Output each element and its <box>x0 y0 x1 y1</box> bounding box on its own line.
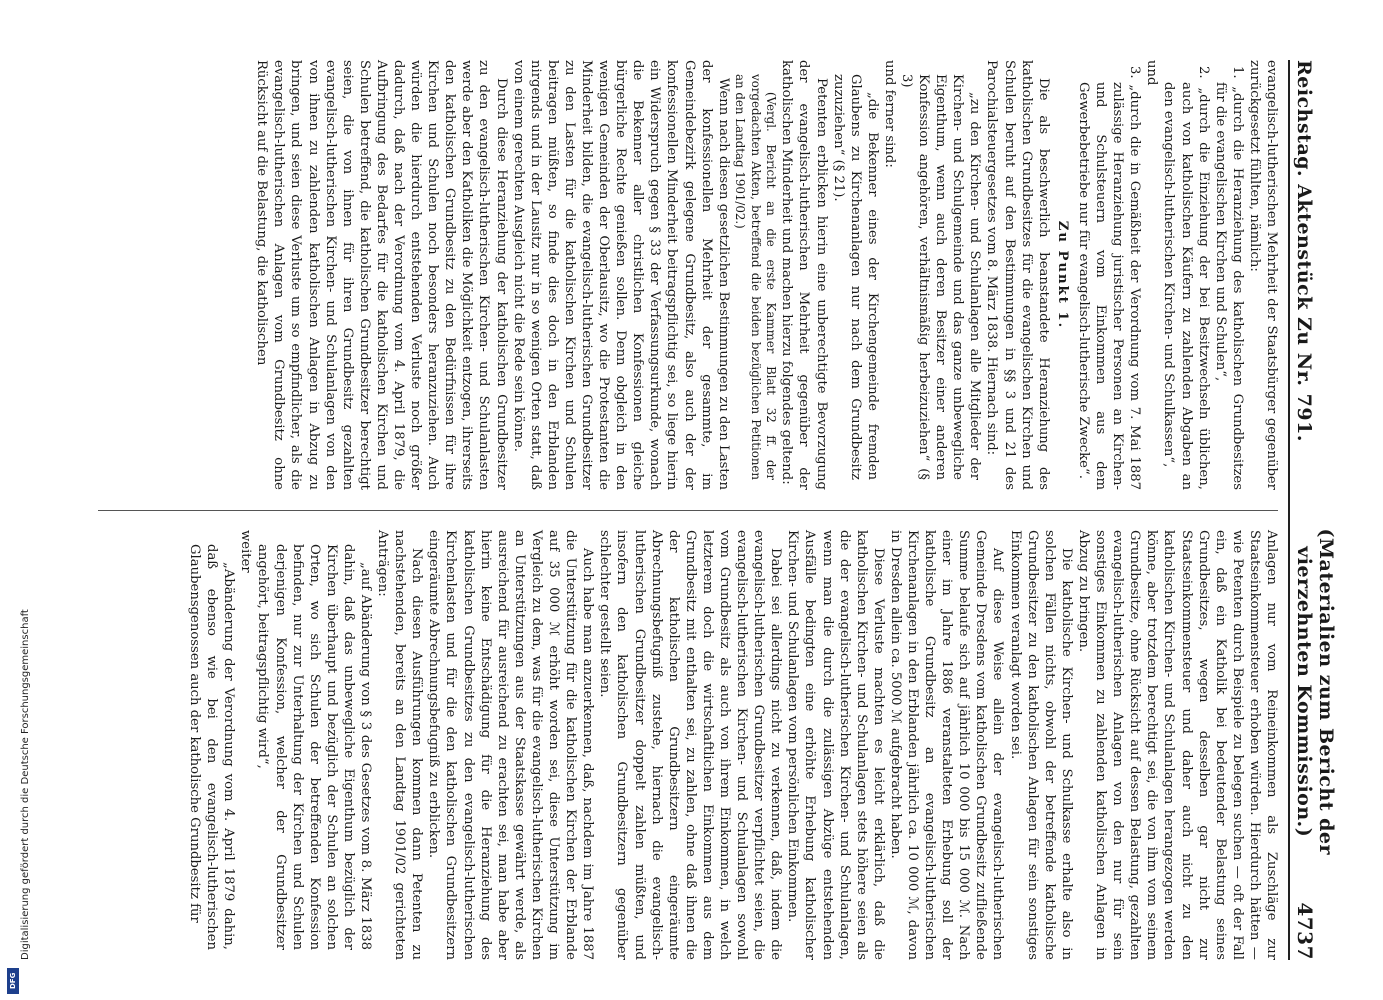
section-heading: Zu Punkt 1. <box>1054 220 1070 330</box>
dfg-logo-icon: DFG <box>7 968 19 994</box>
paragraph: Die als beschwerlich beanstandete Heranziehung des katholischen Grundbesitzes für die evangelischen Kirchen und Schulen beruht auf den Bestimmungen in §§ 3 und 21 des Parochialsteuergesetzes vom 8. März 1838. Hiernach sind: <box>984 60 1051 490</box>
quote: „Abänderung der Verordnung vom 4. April 1879 dahin, daß ebenso wie bei den evangelisch-lutherischen Glaubensgenossen auch der katholische Grundbesitz für <box>187 544 237 950</box>
header-title-left: Reichstag. Aktenstück Zu Nr. 791. <box>1293 60 1315 442</box>
quote: „zu den Kirchen- und Schulanlagen alle Mitglieder der Kirchen- und Schulgemeinde und das ganze unbewegliche Eigenthum, wenn auch deren Besitzer einer anderen Konfession angehören, verhältnismäßig herbeizuziehen“ (§ 3) <box>899 74 983 480</box>
paragraph: Diese Verluste machten es leicht erklärlich, daß die katholischen Kirchen- und Schulanlagen stets höhere seien als die der evangelisch-lutherischen Kirchen- und Schulanlagen, wenn man die durch die zulässigen Abzüge entstehenden Ausfälle bedingten eine erhöhte Erhebung katholischer Kirchen- und Schulanlagen vom persönlichen Einkommen. <box>785 530 886 960</box>
column-divider <box>98 510 1278 511</box>
paragraph: Die katholische Kirchen- und Schulkasse erhalte also in solchen Fällen nichts, obwohl der betreffende katholische Grundbesitzer zu den katholischen Anlagen für sein sonstiges Einkommen veranlagt worden sei. <box>1007 530 1074 960</box>
left-column <box>253 60 1280 490</box>
quote: „auf Abänderung von § 3 des Gesetzes vom 8. März 1838 dahin, daß das unbewegliche Eigenthum bezüglich der Kirchen überhaupt und bezüglich der Schulen an solchen Orten, wo sich Schulen der betreffenden Konfession befinden, nur zur Unterhaltung der Kirchen und Schulen derjenigen Konfession, welcher der Grundbesitzer angehört, beitragspflichtig wird“, <box>255 544 374 950</box>
paragraph: weiter <box>238 530 254 573</box>
paragraph: evangelisch-lutherischen Mehrheit der Staatsbürger gegenüber zurückgesetzt fühlten, nämlich: <box>1246 60 1279 490</box>
paragraph: Wenn nach diesen gesetzlichen Bestimmungen zu den Lasten der konfessionellen Mehrheit der gesammte, im Gemeindebezirk gelegene Grundbesitz, also auch der der konfessionellen Minderheit beitragspflichtig sei, so liege hierin ein Widerspruch gegen § 33 der Verfassungsurkunde, wonach die Bekenner aller christlichen Konfessionen gleiche bürgerliche Rechte genießen sollen. Denn obgleich in den wenigen Gemeinden der Oberlausitz, wo die Protestanten die Minderheit bilden, die evangelisch-lutherischen Grundbesitzer zu den Lasten für die katholischen Kirchen und Schulen beitragen müßten, so finde dies doch in den Erblanden nirgends und in der Lausitz nur in so wenigen Orten statt, daß von einem gerechten Ausgleich nicht die Rede sein könne. <box>510 60 731 490</box>
paragraph: Auf diese Weise allein der evangelisch-lutherischen Gemeinde Dresdens vom katholischen Grundbesitz zufließende Summe belaufe sich auf jährlich 10 000 bis 15 000 ℳ. Nach einer im Jahre 1886 veranstalteten Erhebung soll der katholische Grundbesitz an evangelisch-lutherischen Kirchenanlagen in den Erblanden jährlich ca. 10 000 ℳ, davon in Dresden allein ca. 5000 ℳ aufgebracht haben. <box>887 530 1006 960</box>
paragraph: Durch diese Heranziehung der katholischen Grundbesitzer zu den evangelisch-lutherischen Kirchen- und Schulanlasten werde aber den Katholiken die Möglichkeit entzogen, ihrerseits den katholischen Grundbesitz zu den Bedürfnissen für ihre Kirchen und Schulen noch besonders heranzuziehen. Auch würden die hierdurch entstehenden Verluste noch größer dadurch, daß nach der Verordnung vom 4. April 1879, die Aufbringung des Bedarfes für die katholischen Kirchen und Schulen betreffend, die katholischen Grundbesitzer berechtigt seien, die von ihnen für ihren Grundbesitz gezahlten evangelisch-lutherischen Kirchen- und Schulanlagen von den von ihnen zu zahlenden katholischen Anlagen in Abzug zu bringen, und seien diese Verluste um so empfindlicher, als die evangelisch-lutherischen Anlagen vom Grundbesitz ohne Rücksicht auf die Belastung, die katholischen <box>254 60 509 490</box>
footer-credit: Digitalisierung gefördert durch die Deutsche Forschungsgemeinschaft <box>20 609 31 960</box>
rotated-document-page <box>82 60 1337 961</box>
right-column <box>186 530 1280 960</box>
paragraph: Anlagen nur vom Reineinkommen als Zuschläge zur Staatseinkommensteuer erhoben würden. Hierdurch hätten — wie Petenten durch Beispiele zu belegen suchen — oft der Fall ein, daß ein Katholik bei bedeutender Belastung seines Grundbesitzes, wegen desselben gar nicht zur Staatseinkommensteuer und daher auch nicht zu den katholischen Kirchen- und Schulanlagen herangezogen werden könne, aber trotzdem berechtigt sei, die von ihm vom seinem Grundbesitze, ohne Rücksicht auf dessen Belastung, gezahlten evangelisch-lutherischen Anlagen von den nur für sein sonstiges Einkommen zu zahlenden katholischen Anlagen in Abzug zu bringen. <box>1075 530 1279 960</box>
paragraph: Dabei sei allerdings nicht zu verkennen, daß, indem die evangelisch-lutherischen Grundbesitzer verpflichtet seien, die evangelisch-lutherischen Kirchen- und Schulanlagen sowohl vom Grundbesitz als auch von ihrem Einkommen, in welch letzterem doch die wirtschaftlichen Einkommen aus dem Grundbesitz mit enthalten sei, zu zahlen, ohne daß ihnen die der katholischen Grundbesitzern eingeräumte Abrechnungsbefugniß zustehe, hiernach die evangelisch-lutherischen Grundbesitzer doppelt zahlen müßten, und insofern den katholischen Grundbesitzern gegenüber schlechter gestellt seien. <box>597 530 784 960</box>
page-number: 4737 <box>1293 902 1317 961</box>
paragraph: und ferner sind: <box>881 60 897 168</box>
paragraph: und <box>1144 60 1160 86</box>
paragraph: Nach diesen Ausführungen kommen dann Petenten zu nachstehenden, bereits an den Landtag 1901/02 gerichteten Anträgen: <box>375 530 425 960</box>
digitization-footer <box>4 600 31 995</box>
paragraph: Petenten erblicken hierin eine unberechtigte Bevorzugung der evangelisch-lutherischen Mehrheit gegenüber der katholischen Minderheit und machen hierzu folgendes geltend: <box>779 60 829 490</box>
list-item: 2. „durch die Einziehung der bei Besitzwechseln üblichen, auch von katholischen Käufern zu zahlenden Abgaben an den evangelisch-lutherischen Kirchen- und Schulkassen“, <box>1161 66 1211 490</box>
list-item: 1. „durch die Heranziehung des katholischen Grundbesitzes für die evangelischen Kirchen und Schulen“, <box>1212 66 1245 490</box>
list-item: 3. „durch die in Gemäßheit der Verordnung vom 7. Mai 1887 zulässige Heranziehung juristischer Personen an Kirchen- und Schulsteuern vom Einkommen aus dem Gewerbebetriebe nur für evangelisch-lutherische Zwecke“. <box>1075 66 1143 490</box>
reference-note: (Vergl. Bericht an die erste Kammer Blatt 32 ff. der vorgedachten Akten, betreffend die beiden bezüglichen Petitionen an den Landtag 1901/02.) <box>733 74 779 480</box>
paragraph: Auch habe man anzuerkennen, daß, nachdem im Jahre 1887 die Unterstützung für die katholischen Kirchen der Erblande auf 35 000 ℳ erhöht worden sei, diese Unterstützung im Vergleich zu dem, was für die evangelisch-lutherischen Kirchen an Unterstützungen aus der Staatskasse gewährt werde, als ausreichend für ausreichend zu erachten sei, man habe aber hierin keine Entschädigung für die Heranziehung des katholischen Grundbesitzes zu den evangelisch-lutherischen Kirchenlasten und für die den katholischen Grundbesitzern eingeräumte Abrechnungsbefugniß zu erblicken. <box>426 530 596 960</box>
page-header <box>1288 60 1337 961</box>
quote: „die Bekenner eines der Kirchengemeinde fremden Glaubens zu Kirchenanlagen nur nach dem Grundbesitz zuzuziehen“ (§ 21). <box>830 74 880 480</box>
header-title-middle: (Materialien zum Bericht der vierzehnten Kommission.) <box>1293 528 1337 856</box>
